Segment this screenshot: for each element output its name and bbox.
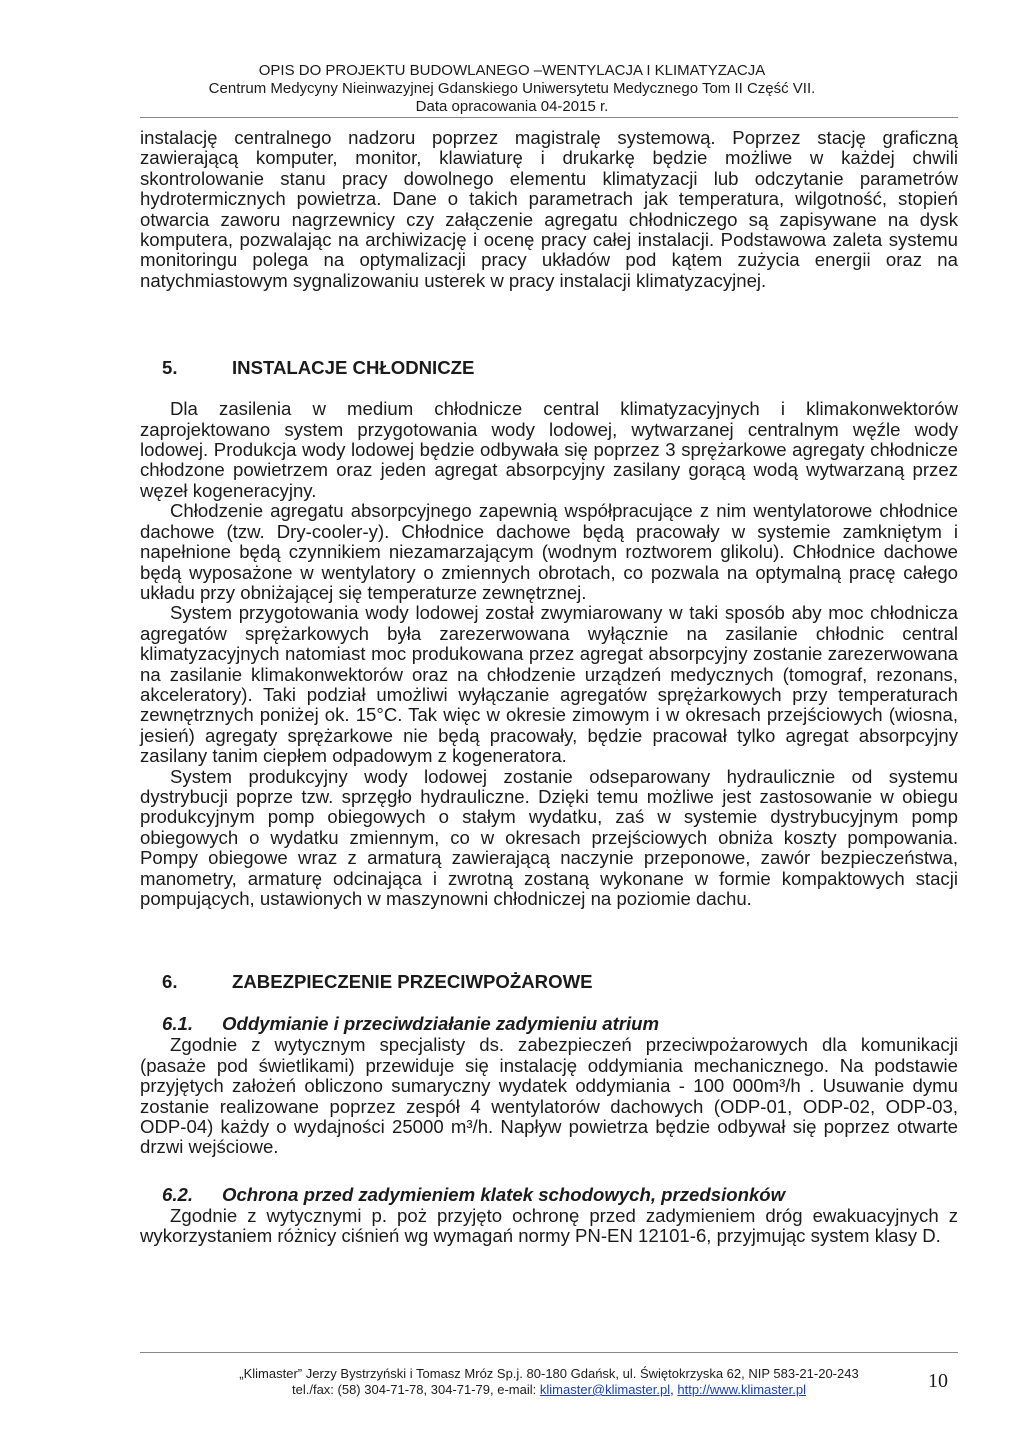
section-5-heading [140,357,958,379]
intro-paragraph: instalację centralnego nadzoru poprzez magistralę systemową. Poprzez stację graficzną zawierającą komputer, monitor, klawiaturę i drukarkę będzie możliwe w każdej chwili skontrolowanie stanu pracy dowolnego elementu klimatyzacji lub odczytanie parametrów hydrotermicznych powietrza. Dane o takich parametrach jak temperatura, wilgotność, stopień otwarcia zaworu nagrzewnicy czy załączenie agregatu chłodniczego są zapisywane na dysk komputera, pozwalając na archiwizację i ocenę pracy całej instalacji. Podstawowa zaleta systemu monitoringu polega na optymalizacji pracy układów pod kątem zużycia energii oraz na natychmiastowym sygnalizowaniu usterek w pracy instalacji klimatyzacyjnej. [140,127,958,291]
subsection-6-1-heading [140,1013,958,1035]
section-6-number: 6. [162,971,178,993]
section-5-number: 5. [162,357,178,379]
subsection-6-1-paragraph: Zgodnie z wytycznym specjalisty ds. zabezpieczeń przeciwpożarowych dla komunikacji (pasaże pod świetlikami) przewiduje się instalację oddymiania mechanicznego. Na podstawie przyjętych założeń obliczono sumaryczny wydatek oddymiania - 100 000m³/h . Usuwanie dymu zostanie realizowane poprzez zespół 4 wentylatorów dachowych (ODP-01, ODP-02, ODP-03, ODP-04) każdy o wydajności 25000 m³/h. Napływ powietrza będzie odbywał się poprzez otwarte drzwi wejściowe. [140,1034,958,1158]
subsection-6-2-heading [140,1184,958,1206]
page-number: 10 [928,1370,948,1392]
section-5-paragraph-3: System przygotowania wody lodowej został zwymiarowany w taki sposób aby moc chłodnicza agregatów sprężarkowych była zarezerwowana wyłącznie na zasilanie chłodnic central klimatyzacyjnych natomiast moc produkowana przez agregat absorpcyjny zostanie zarezerwowana na zasilanie klimakonwektorów oraz na chłodzenie urządzeń medycznych (tomograf, rezonans, akceleratory). Taki podział umożliwi wyłączanie agregatów sprężarkowych przy temperaturach zewnętrznych poniżej ok. 15°C. Tak więc w okresie zimowym i w okresach przejściowych (wiosna, jesień) agregaty sprężarkowe nie będą pracowały, będzie pracował tylko agregat absorpcyjny zasilany tanim ciepłem odpadowym z kogeneratora. [140,602,958,767]
footer-contact-line [140,1382,958,1398]
header-divider [140,117,958,118]
footer-phone: tel./fax: (58) 304-71-78, 304-71-79, [292,1382,494,1397]
page-header [0,62,1024,116]
subsection-6-1-number: 6.1. [162,1013,194,1035]
footer-divider [140,1352,958,1353]
subsection-6-1-title: Oddymianie i przeciwdziałanie zadymieniu atrium [222,1013,660,1035]
section-5-title: INSTALACJE CHŁODNICZE [232,357,475,379]
footer-email-link[interactable]: klimaster@klimaster.pl [539,1382,671,1397]
header-project-name: Centrum Medycyny Nieinwazyjnej Gdanskiego Uniwersytetu Medycznego Tom II Część VII. [208,80,816,97]
header-date: Data opracowania 04-2015 r. [415,98,609,115]
page-footer [140,1366,958,1398]
section-6-title: ZABEZPIECZENIE PRZECIWPOŻAROWE [232,971,593,993]
subsection-6-2-title: Ochrona przed zadymieniem klatek schodowych, przedsionków [222,1183,786,1205]
section-5-paragraph-2: Chłodzenie agregatu absorpcyjnego zapewnią współpracujące z nim wentylatorowe chłodnice dachowe (tzw. Dry-cooler-y). Chłodnice dachowe będą pracowały w systemie zamkniętym i napełnione będą czynnikiem niezamarzającym (wodnym roztworem glikolu). Chłodnice dachowe będą wyposażone w wentylatory o zmiennych obrotach, co pozwala na optymalną pracę całego układu przy obniżającej się temperaturze zewnętrznej. [140,500,958,603]
subsection-6-2-number: 6.2. [162,1183,194,1205]
section-5-paragraph-1: Dla zasilenia w medium chłodnicze central klimatyzacyjnych i klimakonwektorów zaprojektowano system przygotowania wody lodowej, wytwarzanej centralnym węźle wody lodowej. Produkcja wody lodowej będzie odbywała się poprzez 3 sprężarkowe agregaty chłodnicze chłodzone powietrzem oraz jeden agregat absorpcyjny zasilany gorącą wodą wytwarzaną przez węzeł kogeneracyjny. [140,398,958,501]
section-6-heading [140,971,958,993]
header-document-title: OPIS DO PROJEKTU BUDOWLANEGO –WENTYLACJA I KLIMATYZACJA [258,62,766,79]
footer-website-link[interactable]: http://www.klimaster.pl [677,1382,806,1397]
footer-separator: , [670,1382,674,1397]
page-content [140,128,958,1247]
footer-company-line: „Klimaster” Jerzy Bystrzyński i Tomasz Mróz Sp.j. 80-180 Gdańsk, ul. Świętokrzyska 62, NIP 583-21-20-243 [239,1366,859,1381]
footer-email-label: e-mail: [497,1382,537,1397]
subsection-6-2-paragraph: Zgodnie z wytycznymi p. poż przyjęto ochronę przed zadymieniem dróg ewakuacyjnych z wykorzystaniem różnicy ciśnień wg wymagań normy PN-EN 12101-6, przyjmując system klasy D. [140,1204,958,1247]
section-5-paragraph-4: System produkcyjny wody lodowej zostanie odseparowany hydraulicznie od systemu dystrybucji poprze tzw. sprzęgło hydrauliczne. Dzięki temu możliwe jest zastosowanie w obiegu produkcyjnym pomp obiegowych o stałym wydatku, zaś w systemie dystrybucyjnym pomp obiegowych o wydatku zmiennym, co w okresach przejściowych obniża koszty pompowania. Pompy obiegowe wraz z armaturą zawierającą naczynie przeponowe, zawór bezpieczeństwa, manometry, armaturę odcinająca i zwrotną zostaną wykonane w formie kompaktowych stacji pompujących, ustawionych w maszynowni chłodniczej na poziomie dachu. [140,765,958,909]
